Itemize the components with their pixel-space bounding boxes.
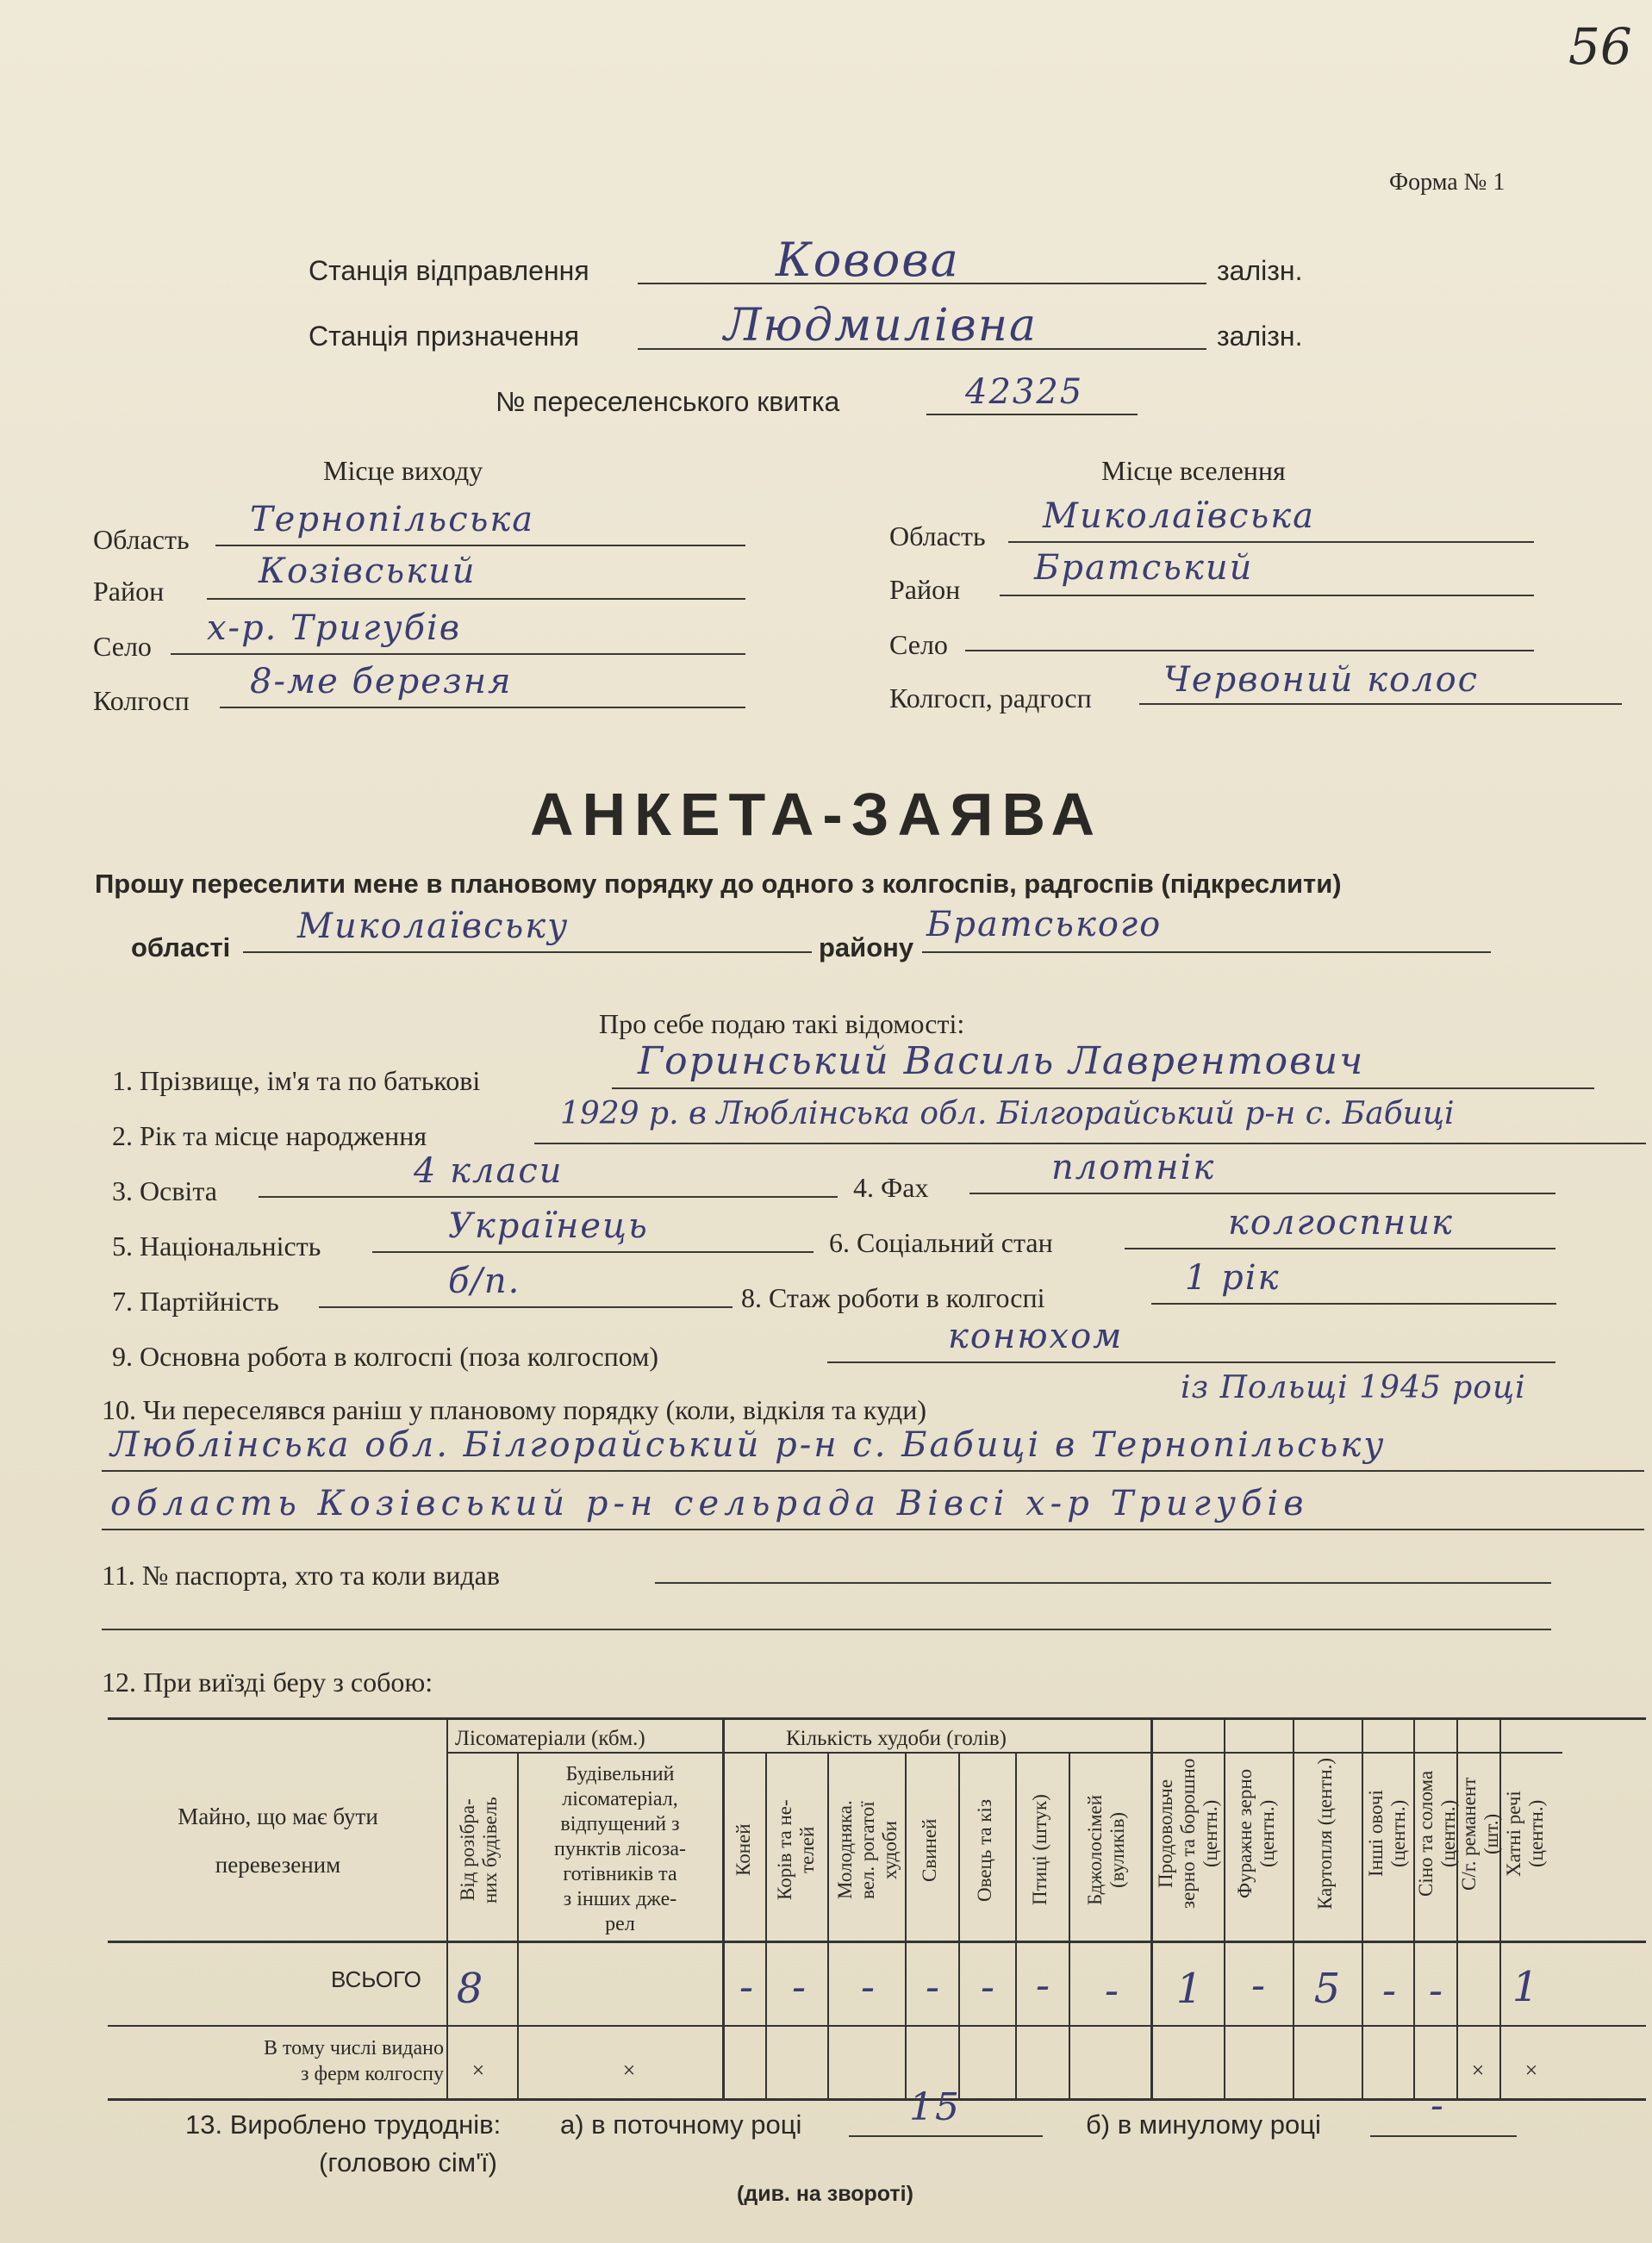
intro-text: Про себе подаю такі відомості:: [599, 1008, 965, 1039]
departure-value: Ковова: [776, 233, 960, 287]
dest-oblast-value: Миколаївська: [1043, 496, 1315, 536]
page-number: 56: [1568, 17, 1632, 76]
field-5-value: Українець: [448, 1206, 649, 1246]
field-3-value: 4 класи: [414, 1151, 564, 1191]
field-2-value: 1929 р. в Люблінська обл. Білгорайський р-н с. Бабиці: [560, 1096, 1455, 1131]
request-oblast-value: Миколаївську: [297, 907, 570, 946]
field-11-line-1: [655, 1582, 1551, 1584]
field-9-line: [827, 1361, 1555, 1363]
total-food-grain: 1: [1175, 1965, 1203, 2013]
origin-kolhosp-label: Колгосп: [93, 685, 190, 716]
col-demolished-buildings: Від розібра- них будівель: [457, 1797, 501, 1903]
field-6-value: колгоспник: [1228, 1203, 1454, 1243]
table-col-line: [1069, 1752, 1070, 2098]
col-fodder-grain: Фуражне зерно (центн.): [1234, 1768, 1278, 1899]
field-6-line: [1125, 1248, 1555, 1249]
table-col-line: [905, 1752, 907, 2098]
request-text: Прошу переселити мене в плановому порядку до одного з колгоспів, радгоспів (підкреслити): [95, 869, 1342, 899]
field-8-label: 8. Стаж роботи в колгоспі: [741, 1282, 1045, 1313]
field-11-label: 11. № паспорта, хто та коли видав: [102, 1560, 500, 1591]
dest-raion-value: Братський: [1034, 548, 1254, 588]
total-poultry: -: [1035, 1961, 1050, 2009]
ticket-value: 42325: [965, 372, 1084, 412]
row-farm-label: В тому числі видано з ферм колгоспу: [263, 2037, 444, 2085]
table-col-line: [1224, 1717, 1225, 2098]
field-12-label: 12. При виїзді беру з собою:: [102, 1667, 433, 1698]
col-beehives: Бджолосімей (вуликів): [1084, 1794, 1128, 1906]
total-horses: -: [739, 1963, 754, 2011]
field-1-label: 1. Прізвище, ім'я та по батькові: [112, 1065, 481, 1096]
dest-selo-line: [965, 650, 1534, 651]
field-8-value: 1 рік: [1185, 1258, 1281, 1298]
table-row-header: Майно, що має бути перевезеним: [178, 1804, 378, 1878]
field-4-value: плотнік: [1051, 1148, 1216, 1187]
document-title: АНКЕТА-ЗАЯВА: [530, 781, 1104, 848]
ticket-label: № переселенського квитка: [496, 386, 840, 417]
field-7-label: 7. Партійність: [112, 1286, 279, 1317]
origin-oblast-label: Область: [93, 524, 190, 555]
workdays-previous-label: б) в минулому році: [1086, 2109, 1321, 2140]
col-other-vegetables: Інші овочі (центн.): [1365, 1790, 1409, 1878]
farm-demolished: ×: [471, 2058, 485, 2083]
request-raion-line: [922, 951, 1491, 953]
table-col-line: [958, 1752, 960, 2098]
table-row-divider: [108, 2025, 1646, 2027]
ticket-line: [926, 414, 1138, 415]
field-3-line: [259, 1196, 838, 1198]
table-col-line: [1150, 1717, 1153, 2098]
dest-raion-line: [1000, 595, 1534, 596]
dest-oblast-line: [1008, 541, 1534, 543]
workdays-previous-line: [1370, 2135, 1517, 2137]
total-young-cattle: -: [860, 1963, 876, 2011]
table-col-line: [722, 1717, 725, 2098]
table-header-bottom: [108, 1941, 1646, 1943]
workdays-current-value: 15: [909, 2085, 961, 2129]
table-group-livestock: Кількість худоби (голів): [786, 1727, 1007, 1750]
col-hay-straw: Сіно та солома (центн.): [1415, 1770, 1459, 1897]
field-7-value: б/п.: [448, 1262, 521, 1301]
table-col-line: [517, 1752, 519, 2098]
table-col-line: [446, 1717, 448, 2098]
origin-heading: Місце виходу: [323, 455, 483, 486]
total-other-vegetables: -: [1381, 1966, 1397, 2015]
field-10-value-3: область Козівський р-н сельрада Вівсі х-р Тригубів: [110, 1484, 1309, 1523]
farm-farm-tools: ×: [1471, 2058, 1485, 2083]
total-fodder-grain: -: [1250, 1961, 1266, 2009]
total-demolished: 8: [456, 1965, 483, 2013]
total-sheep-goats: -: [980, 1963, 995, 2011]
workdays-previous-value: -: [1431, 2084, 1445, 2128]
workdays-current-label: а) в поточному році: [560, 2109, 802, 2140]
field-5-line: [372, 1251, 814, 1253]
departure-railway: залізн.: [1217, 255, 1303, 286]
destination-railway: залізн.: [1217, 321, 1303, 352]
dest-kolhosp-line: [1139, 703, 1622, 705]
origin-raion-value: Козівський: [259, 551, 477, 591]
field-6-label: 6. Соціальний стан: [829, 1227, 1053, 1258]
field-9-label: 9. Основна робота в колгоспі (поза колгоспом): [112, 1341, 659, 1372]
field-8-line: [1151, 1303, 1556, 1305]
origin-raion-label: Район: [93, 576, 165, 607]
workdays-current-line: [849, 2135, 1043, 2137]
origin-raion-line: [207, 598, 745, 600]
farm-building-lumber: ×: [622, 2058, 636, 2083]
request-oblast-line: [243, 951, 812, 953]
table-bottom-border: [108, 2098, 1646, 2101]
col-cows: Корів та не- телей: [774, 1799, 818, 1901]
workdays-sub: (головою сім'ї): [319, 2147, 497, 2178]
settlement-heading: Місце вселення: [1101, 455, 1286, 486]
field-7-line: [319, 1306, 732, 1308]
origin-selo-line: [171, 653, 745, 655]
table-group-lumber: Лісоматеріали (кбм.): [455, 1727, 645, 1750]
field-1-line: [612, 1087, 1594, 1089]
total-cows: -: [791, 1963, 807, 2011]
dest-selo-label: Село: [889, 629, 948, 660]
request-raion-label: району: [819, 932, 914, 963]
farm-household-goods: ×: [1524, 2058, 1538, 2083]
row-total-label: ВСЬОГО: [331, 1966, 421, 1992]
table-col-line: [1499, 1717, 1501, 2098]
field-5-label: 5. Національність: [112, 1231, 321, 1262]
table-col-line: [1293, 1717, 1294, 2098]
field-3-label: 3. Освіта: [112, 1175, 217, 1206]
col-potatoes: Картопля (центн.): [1314, 1757, 1336, 1910]
table-col-line: [765, 1752, 767, 2098]
field-10-line-2: [102, 1470, 1644, 1472]
field-10-value-1: із Польщі 1945 році: [1181, 1370, 1526, 1405]
field-2-label: 2. Рік та місце народження: [112, 1120, 427, 1151]
col-pigs: Свиней: [919, 1818, 940, 1882]
table-col-line: [827, 1752, 829, 2098]
destination-label: Станція призначення: [309, 321, 580, 352]
col-household-goods: Хатні речі (центн.): [1503, 1791, 1547, 1877]
col-food-grain: Продовольче зерно та борошно (центн.): [1155, 1758, 1221, 1910]
form-number: Форма № 1: [1389, 169, 1506, 196]
request-oblast-label: області: [131, 932, 231, 963]
total-hay-straw: -: [1428, 1966, 1443, 2015]
dest-oblast-label: Область: [889, 520, 986, 551]
origin-selo-value: х-р. Тригубів: [207, 608, 462, 648]
col-young-cattle: Молодняка. вел. рогатої худоби: [834, 1800, 901, 1900]
field-2-line: [534, 1143, 1646, 1144]
col-poultry: Птиці (штук): [1029, 1794, 1050, 1906]
origin-oblast-value: Тернопільська: [250, 500, 535, 539]
dest-raion-label: Район: [889, 574, 961, 605]
table-top-border: [108, 1717, 1646, 1720]
field-1-value: Горинський Василь Лаврентович: [638, 1039, 1365, 1083]
destination-station-value: Людмилівна: [724, 300, 1038, 352]
table-col-line: [1362, 1717, 1363, 2098]
field-11-line-2: [102, 1629, 1551, 1630]
field-10-label: 10. Чи переселявся раніш у плановому порядку (коли, відкіля та куди): [102, 1394, 926, 1425]
origin-kolhosp-value: 8-ме березня: [250, 662, 513, 701]
col-horses: Коней: [732, 1823, 754, 1877]
field-4-label: 4. Фах: [853, 1172, 929, 1203]
footer-note: (див. на звороті): [737, 2182, 913, 2206]
total-potatoes: 5: [1313, 1965, 1341, 2013]
dest-kolhosp-label: Колгосп, радгосп: [889, 682, 1092, 713]
total-beehives: -: [1104, 1966, 1119, 2015]
field-4-line: [969, 1193, 1555, 1194]
table-col-line: [1015, 1752, 1017, 2098]
col-building-lumber: Будівельний лісоматеріал, відпущений з пунктів лісоза- готівників та з інших дже- рел: [554, 1763, 686, 1935]
col-farm-tools: С/г. реманент (шт.): [1458, 1777, 1502, 1891]
departure-label: Станція відправлення: [309, 255, 589, 286]
total-pigs: -: [925, 1963, 940, 2011]
col-sheep-goats: Овець та кіз: [974, 1798, 995, 1902]
field-9-value: конюхом: [948, 1317, 1124, 1356]
dest-kolhosp-value: Червоний колос: [1163, 660, 1480, 700]
workdays-label: 13. Вироблено трудоднів:: [185, 2109, 502, 2140]
field-10-value-2: Люблінська обл. Білгорайський р-н с. Бабиці в Тернопільську: [110, 1425, 1387, 1465]
request-raion-value: Братського: [926, 905, 1163, 944]
total-household-goods: 1: [1512, 1963, 1539, 2011]
field-10-line-3: [102, 1529, 1644, 1530]
origin-oblast-line: [215, 545, 745, 546]
origin-kolhosp-line: [220, 707, 745, 708]
origin-selo-label: Село: [93, 631, 152, 662]
